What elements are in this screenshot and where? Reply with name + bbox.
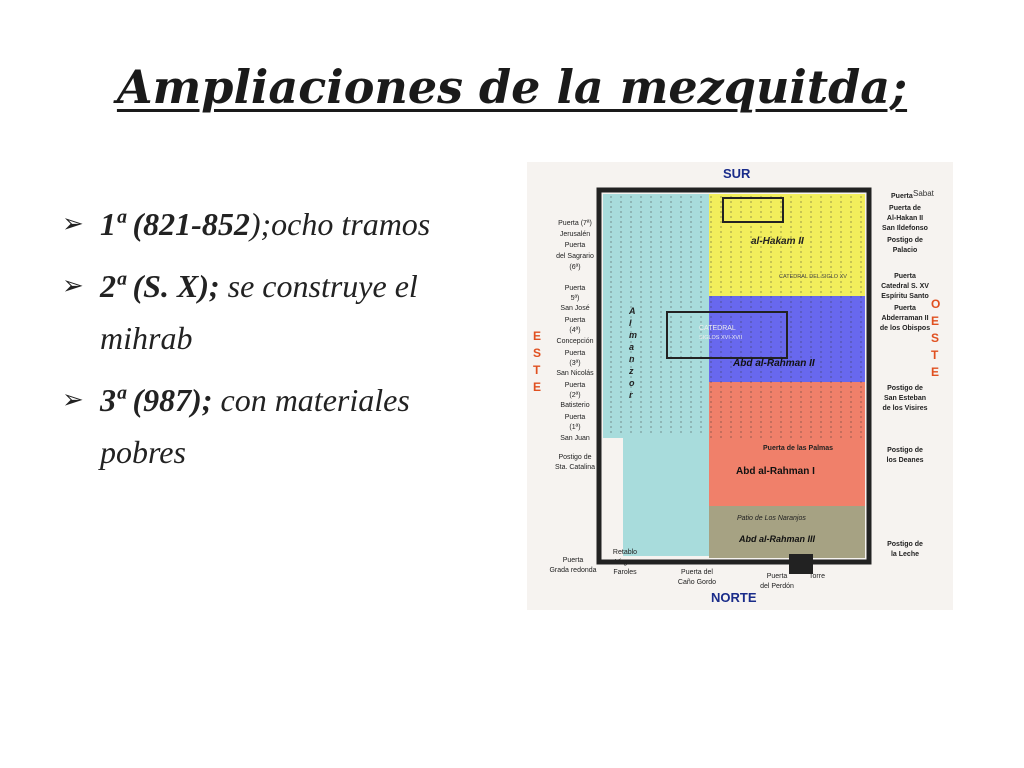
door-label: Puerta (7ª)	[558, 220, 592, 227]
door-label: Puerta de	[889, 205, 921, 212]
bullet-item-1	[62, 198, 502, 250]
door-label: Puerta	[766, 573, 788, 580]
sabat-label: Sabat	[913, 189, 934, 198]
door-label: (6ª)	[569, 264, 581, 271]
oeste-letter: E	[931, 365, 940, 379]
door-label: Puerta	[564, 382, 586, 389]
door-label: San Esteban	[883, 395, 927, 402]
door-label: Grada redonda	[549, 567, 597, 574]
door-label: Sta. Catalina	[554, 464, 596, 471]
door-label: Retablo	[612, 549, 638, 556]
door-label: Puerta	[564, 414, 586, 421]
bullet-bold: 2ª (S. X);	[100, 268, 220, 304]
door-label: Concepción	[556, 338, 594, 345]
door-label: Jerusalén	[559, 231, 591, 238]
arrow-bullet-icon: ➢	[62, 385, 84, 415]
catedral-siglos-label: SIGLOS XVI-XVII	[699, 335, 743, 341]
almanzor-letter: r	[629, 390, 633, 400]
rahman2-label: Abd al-Rahman II	[733, 358, 815, 369]
hakam-label: al-Hakam II	[751, 236, 804, 247]
door-label: Postigo de	[887, 447, 923, 454]
patio-label: Patio de Los Naranjos	[737, 515, 806, 522]
door-label: (1ª)	[569, 424, 581, 431]
almanzor-letter: o	[629, 378, 635, 388]
almanzor-letter: n	[629, 354, 635, 364]
oeste-label	[931, 297, 940, 379]
door-label: (3ª)	[569, 360, 581, 367]
door-label: Postigo de	[887, 237, 923, 244]
door-label: los Deanes	[886, 457, 924, 464]
page-title: Ampliaciones de la mezquitda;	[116, 60, 908, 114]
door-label: Catedral S. XV	[881, 283, 929, 290]
palmas-label: Puerta de las Palmas	[763, 445, 834, 452]
zone-almanzor-hall	[603, 194, 709, 438]
rahman3-label: Abd al-Rahman III	[739, 534, 816, 544]
sur-label: SUR	[723, 166, 751, 181]
door-label: Puerta	[564, 285, 586, 292]
oeste-letter: E	[931, 314, 940, 328]
bullet-text: con materiales pobres	[100, 382, 410, 470]
door-label: 5ª)	[570, 295, 580, 302]
door-label: San Juan	[560, 435, 590, 442]
door-label: (4ª)	[569, 327, 581, 334]
bullet-item-3	[62, 374, 502, 478]
door-label: de los Obispos	[879, 325, 931, 332]
bullet-text: se construye el mihrab	[100, 268, 418, 356]
este-letter: T	[533, 363, 541, 377]
almanzor-letter: z	[629, 366, 634, 376]
door-label: Batisterio	[560, 402, 590, 409]
mosque-floor-plan	[527, 162, 953, 610]
zone-almanzor-patio	[623, 438, 709, 556]
door-label: (2ª)	[569, 392, 581, 399]
almanzor-letter: m	[629, 330, 638, 340]
door-label: Espíritu Santo	[881, 293, 929, 300]
este-letter: S	[533, 346, 542, 360]
door-label: Puerta del	[681, 569, 713, 576]
oeste-letter: S	[931, 331, 940, 345]
door-label: San Nicolás	[556, 370, 594, 377]
door-label: del Perdón	[760, 583, 794, 590]
este-letter: E	[533, 380, 542, 394]
bullet-text: );ocho tramos	[249, 206, 431, 242]
arrow-bullet-icon: ➢	[62, 271, 84, 301]
door-label: Puerta	[564, 317, 586, 324]
door-label: Puerta	[562, 557, 584, 564]
door-label: la Leche	[890, 551, 920, 558]
door-label: Puerta	[894, 273, 916, 280]
arrow-bullet-icon: ➢	[62, 209, 84, 239]
door-label: Torre	[809, 573, 825, 580]
door-label: Postigo de	[887, 385, 923, 392]
door-label: Faroles	[613, 569, 637, 576]
door-label: San José	[560, 305, 590, 312]
oeste-letter: O	[931, 297, 941, 311]
door-label: Puerta	[564, 350, 586, 357]
este-letter: E	[533, 329, 542, 343]
bullet-bold: 1ª (821-852	[100, 206, 250, 242]
rahman1-label: Abd al-Rahman I	[736, 466, 815, 477]
door-label: de los Visires	[882, 405, 928, 412]
door-label: Puerta	[894, 305, 916, 312]
door-label: del Sagrario	[556, 253, 594, 260]
norte-label: NORTE	[711, 590, 757, 605]
catedral-siglo-label: CATEDRAL DEL SIGLO XV	[779, 274, 847, 280]
catedral-label: CATEDRAL	[699, 325, 736, 332]
almanzor-letter: A	[629, 306, 636, 316]
almanzor-letter: l	[629, 318, 632, 328]
tower-block	[789, 554, 813, 574]
door-label: Al-Hakan II	[886, 215, 924, 222]
door-label: Caño Gordo	[677, 579, 717, 586]
door-label: Virgen	[614, 559, 636, 566]
door-label: Palacio	[892, 247, 918, 254]
door-label: Puerta	[564, 242, 586, 249]
bullet-item-2	[62, 260, 502, 364]
door-label: Postigo de	[887, 541, 923, 548]
door-label: San Ildefonso	[882, 225, 928, 232]
zone-rahman1-upper	[709, 382, 865, 440]
zone-rahman3	[709, 506, 865, 558]
bullet-list	[62, 198, 502, 488]
door-label: Postigo de	[558, 454, 592, 461]
bullet-bold: 3ª (987);	[100, 382, 213, 418]
almanzor-letter: a	[629, 342, 635, 352]
door-label: Abderraman II	[881, 315, 929, 322]
oeste-letter: T	[931, 348, 939, 362]
puerta-top-label: Puerta	[891, 193, 913, 200]
